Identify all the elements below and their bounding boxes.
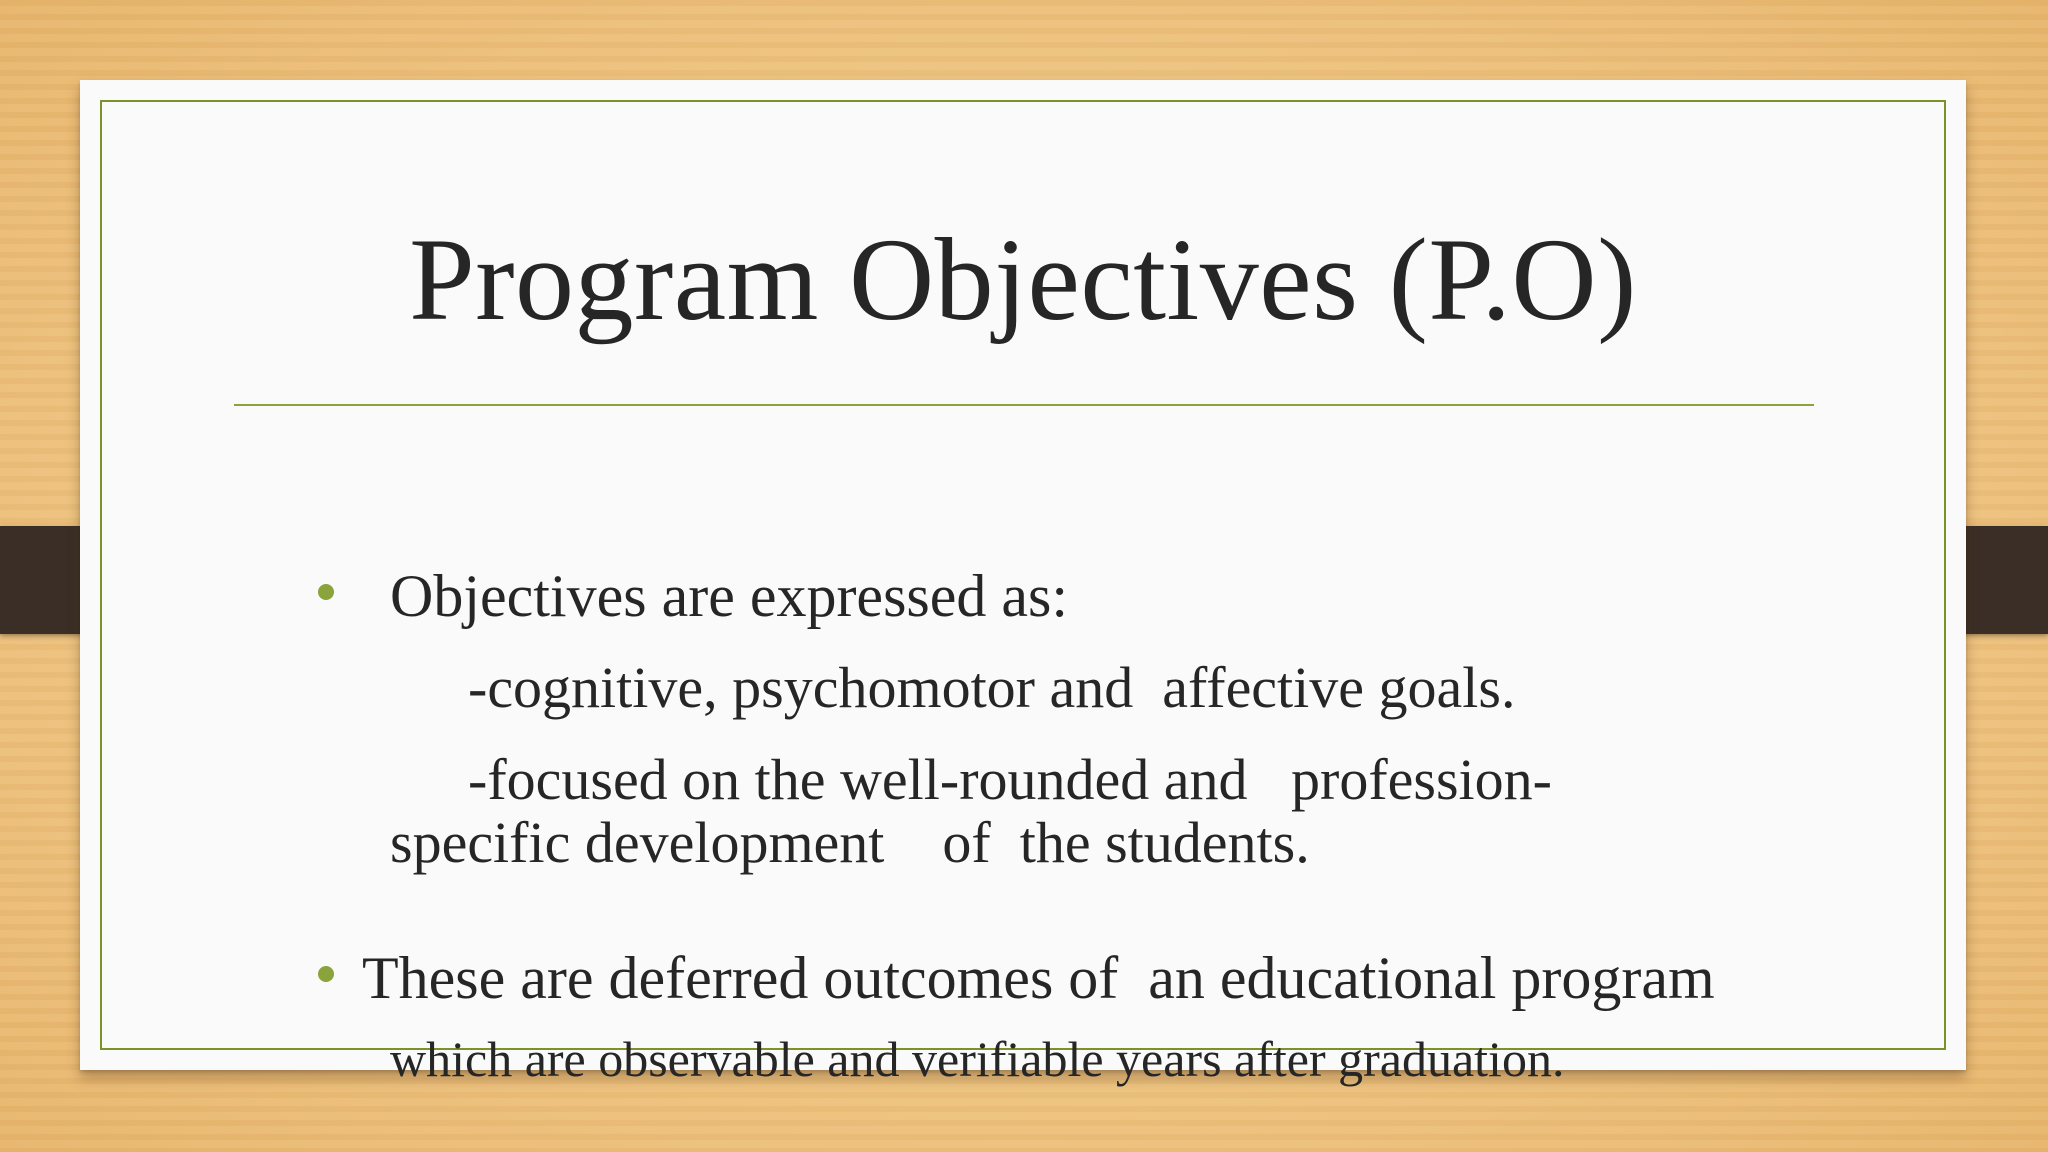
- bullet-icon: [318, 966, 334, 982]
- bullet-icon: [318, 584, 334, 600]
- title-divider: [234, 404, 1814, 406]
- bullet-1-subline-3: specific development of the students.: [390, 810, 1310, 875]
- slide-title: Program Objectives (P.O): [409, 214, 1637, 345]
- bullet-1-text: Objectives are expressed as:: [390, 563, 1069, 629]
- bullet-2-continuation: which are observable and verifiable years after graduation.: [390, 1031, 1565, 1087]
- slide-paper: [80, 80, 1966, 1087]
- bullet-2-text: These are deferred outcomes of an educational program: [362, 945, 1715, 1011]
- bullet-1-subline-1: -cognitive, psychomotor and affective goals.: [468, 655, 1516, 720]
- bullet-1-subline-2: -focused on the well-rounded and profession-: [468, 747, 1552, 812]
